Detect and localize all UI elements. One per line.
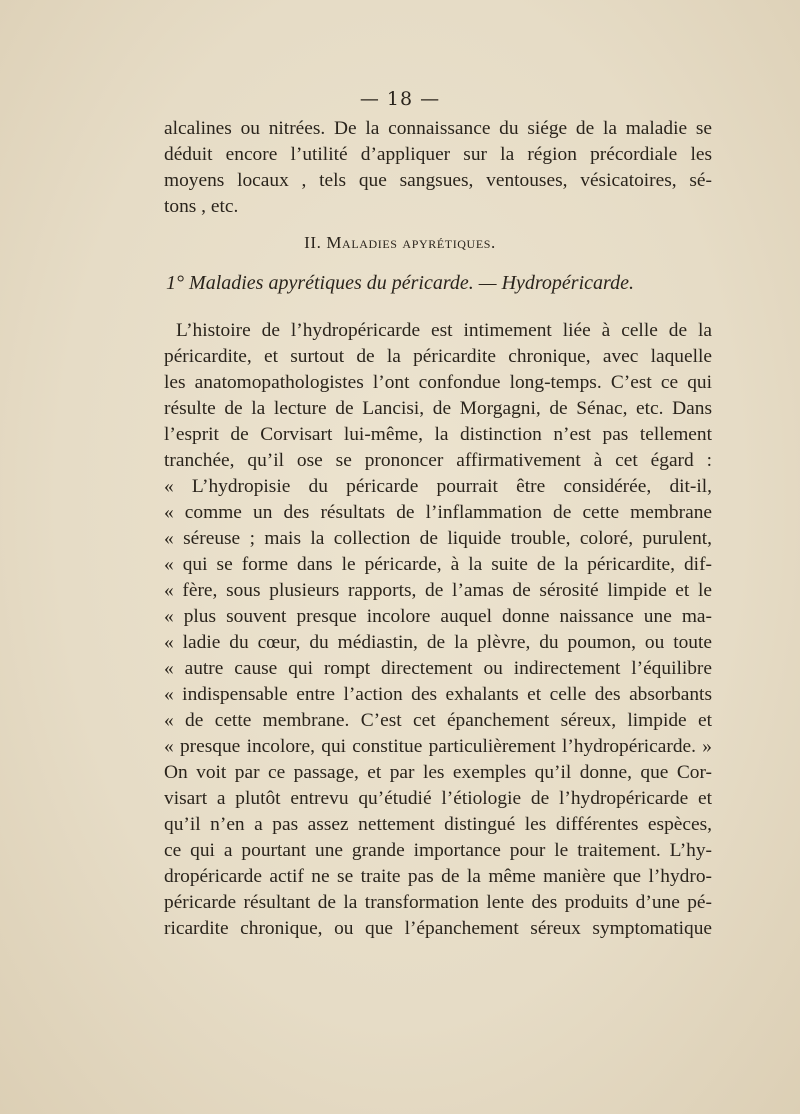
sub-heading: 1° Maladies apyrétiques du péricarde. — Hydropéricarde. — [166, 272, 634, 294]
text-line: tranchée, qu’il ose se prononcer affirmativement à cet égard : — [164, 450, 712, 471]
paragraph-2 — [164, 318, 712, 942]
text-line: On voit par ce passage, et par les exemples qu’il donne, que Cor- — [164, 762, 712, 783]
quote-line: « de cette membrane. C’est cet épanchement séreux, limpide et — [164, 710, 712, 731]
quote-line: « séreuse ; mais la collection de liquide trouble, coloré, purulent, — [164, 528, 712, 549]
text-line: l’esprit de Corvisart lui-même, la distinction n’est pas tellement — [164, 424, 712, 445]
text-line: moyens locaux , tels que sangsues, ventouses, vésicatoires, sé- — [164, 170, 712, 191]
text-line: péricardite, et surtout de la péricardite chronique, avec laquelle — [164, 346, 712, 367]
text-line: qu’il n’en a pas assez nettement distingué les différentes espèces, — [164, 814, 712, 835]
text-line: visart a plutôt entrevu qu’étudié l’étiologie de l’hydropéricarde et — [164, 788, 712, 809]
page-number: — 18 — — [359, 88, 441, 110]
quote-line: « L’hydropisie du péricarde pourrait être considérée, dit-il, — [164, 476, 712, 497]
text-line: résulte de la lecture de Lancisi, de Morgagni, de Sénac, etc. Dans — [164, 398, 712, 419]
text-line: dropéricarde actif ne se traite pas de la même manière que l’hydro- — [164, 866, 712, 887]
quote-line: « fère, sous plusieurs rapports, de l’amas de sérosité limpide et le — [164, 580, 712, 601]
quote-line: « comme un des résultats de l’inflammation de cette membrane — [164, 502, 712, 523]
quote-line: « autre cause qui rompt directement ou indirectement l’équilibre — [164, 658, 712, 679]
quote-line: « ladie du cœur, du médiastin, de la plèvre, du poumon, ou toute — [164, 632, 712, 653]
quote-line: « presque incolore, qui constitue particulièrement l’hydropéricarde. » — [164, 736, 712, 757]
text-line: déduit encore l’utilité d’appliquer sur la région précordiale les — [164, 144, 712, 165]
quote-line: « indispensable entre l’action des exhalants et celle des absorbants — [164, 684, 712, 705]
text-line: ce qui a pourtant une grande importance pour le traitement. L’hy- — [164, 840, 712, 861]
text-line: tons , etc. — [164, 196, 239, 217]
text-line: péricarde résultant de la transformation lente des produits d’une pé- — [164, 892, 712, 913]
section-heading: II. Maladies apyrétiques. — [304, 233, 496, 252]
text-line: alcalines ou nitrées. De la connaissance du siége de la maladie se — [164, 118, 712, 139]
paragraph-1 — [164, 116, 712, 220]
text-line: L’histoire de l’hydropéricarde est intimement liée à celle de la — [176, 320, 712, 341]
text-line: les anatomopathologistes l’ont confondue long-temps. C’est ce qui — [164, 372, 712, 393]
quote-line: « qui se forme dans le péricarde, à la suite de la péricardite, dif- — [164, 554, 712, 575]
text-line: ricardite chronique, ou que l’épanchement séreux symptomatique — [164, 918, 712, 939]
quote-line: « plus souvent presque incolore auquel donne naissance une ma- — [164, 606, 712, 627]
